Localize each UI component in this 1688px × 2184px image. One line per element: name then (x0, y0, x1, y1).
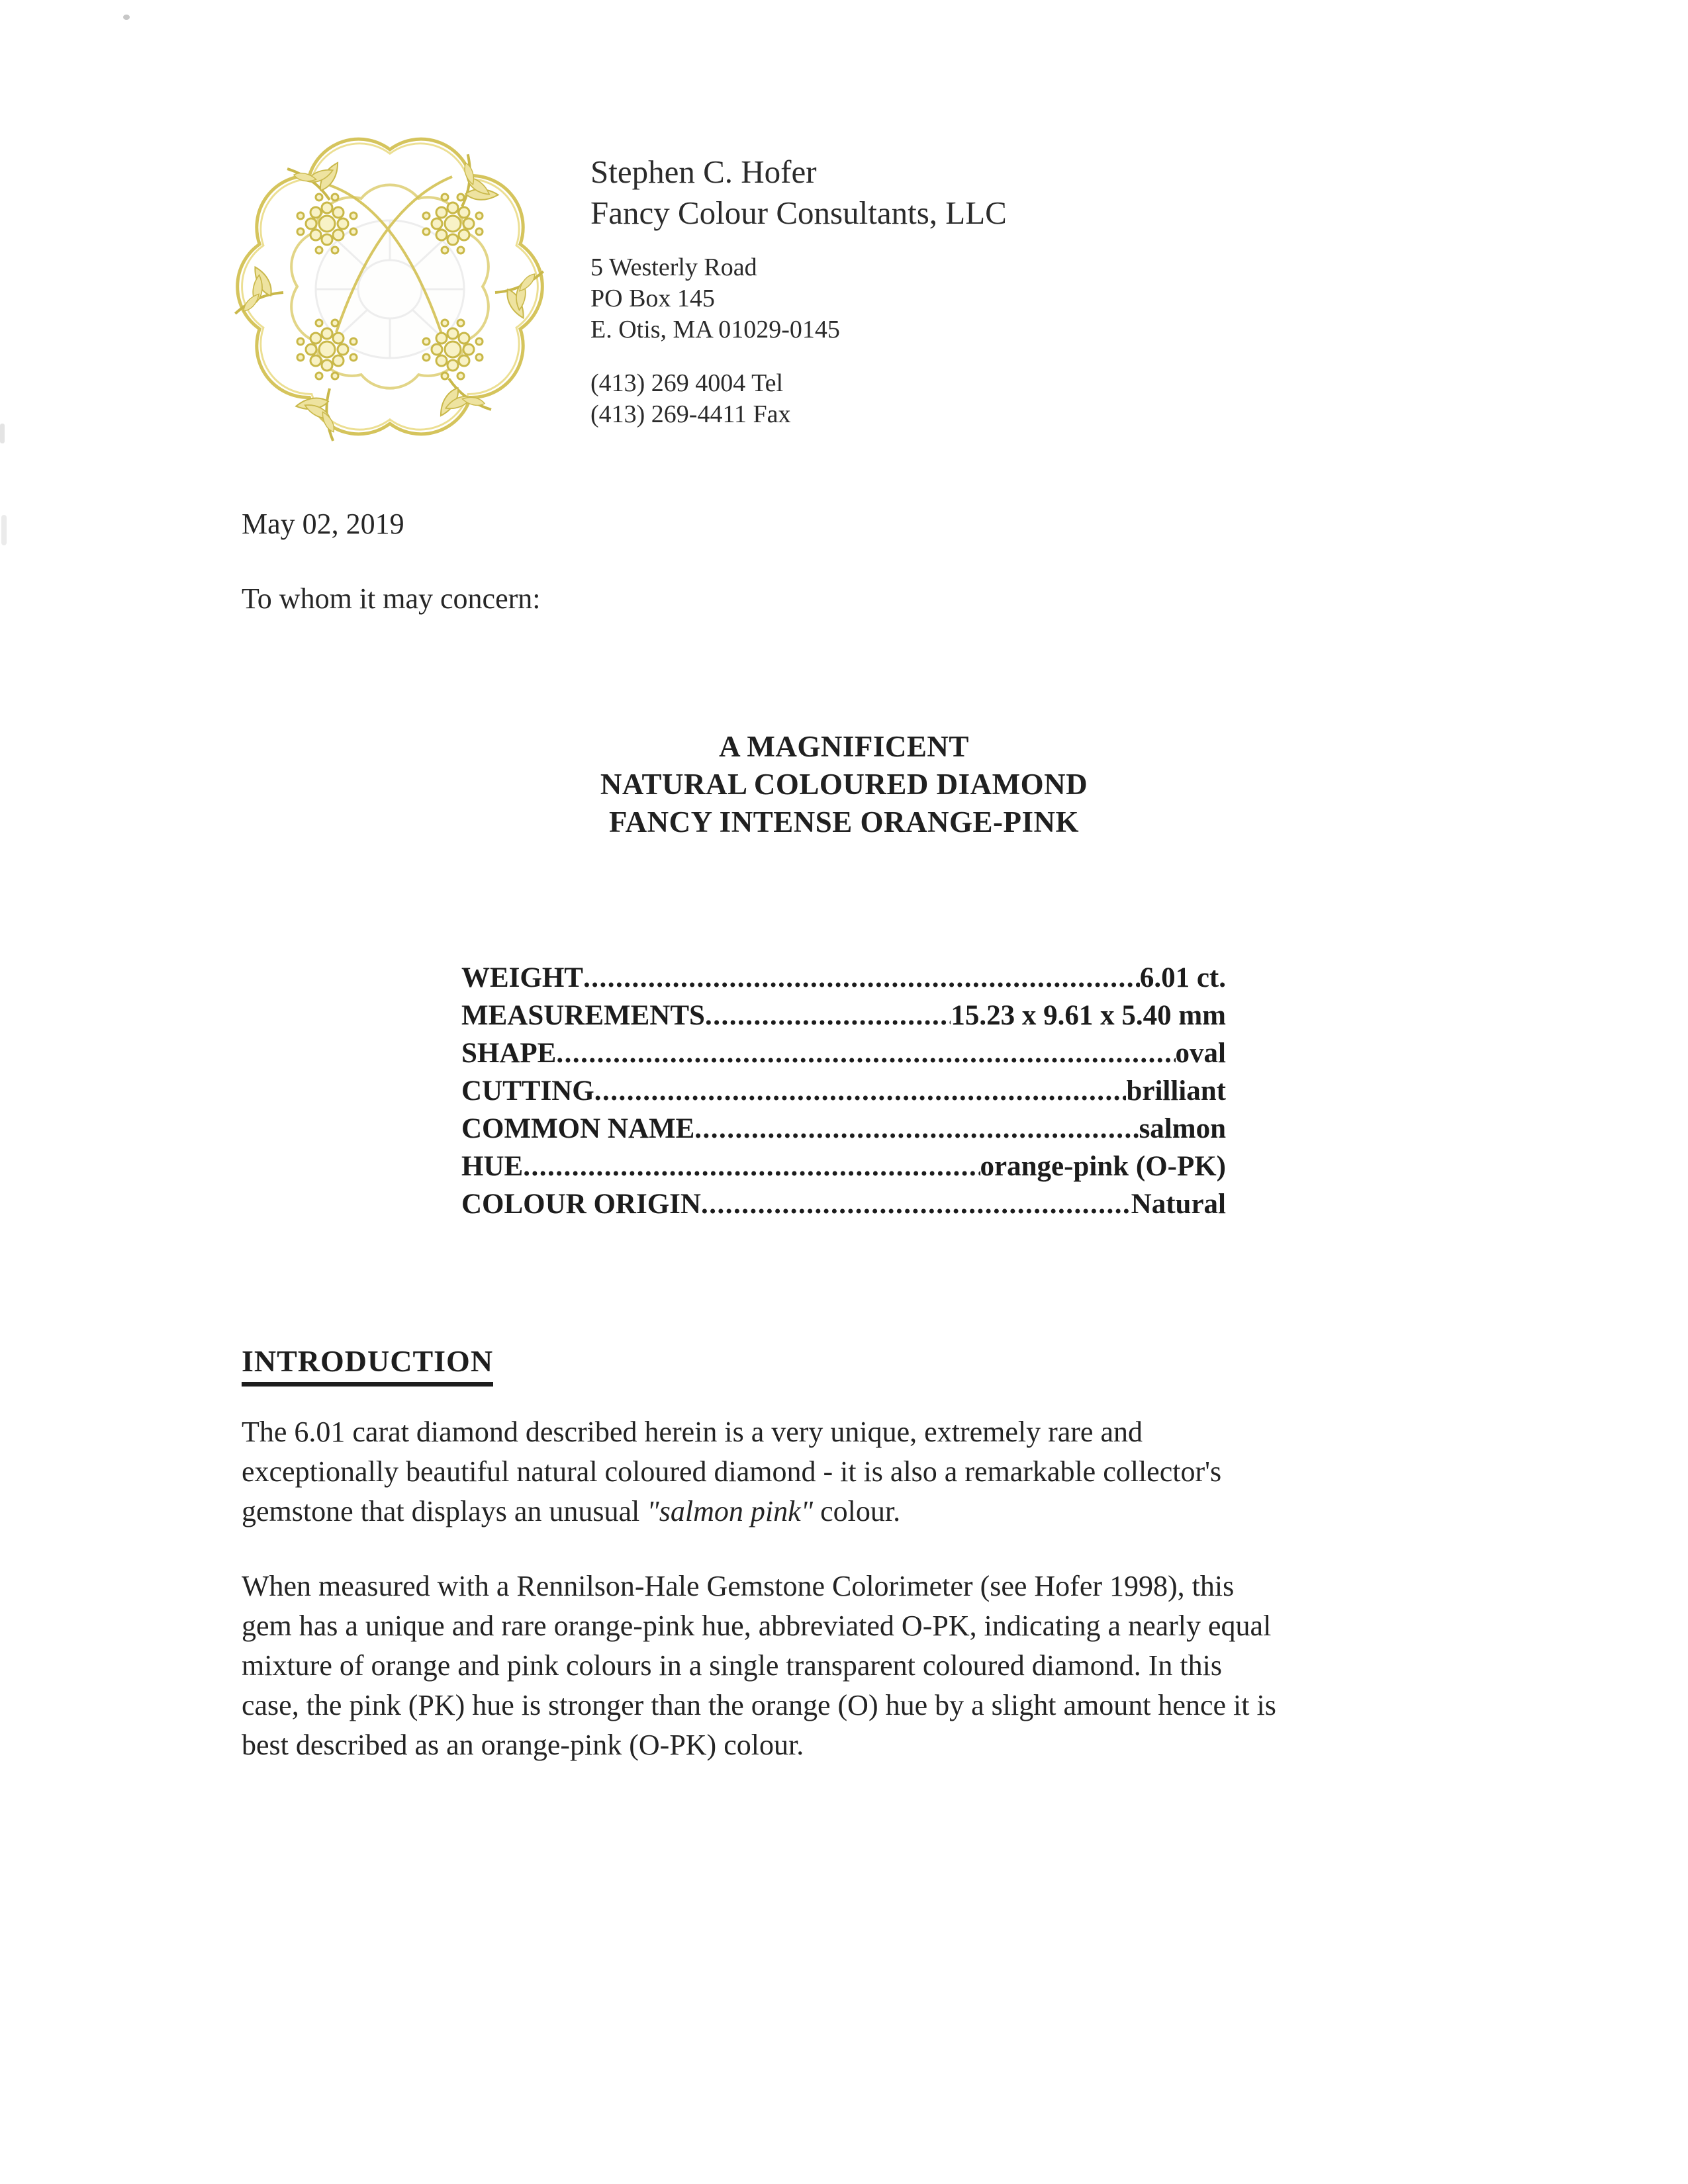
letterhead (590, 152, 1007, 234)
spec-row-measurements (461, 997, 1226, 1034)
spec-value: oval (1175, 1038, 1226, 1069)
title-line: NATURAL COLOURED DIAMOND (600, 768, 1088, 801)
spec-row-common-name (461, 1110, 1226, 1148)
spec-label: MEASUREMENTS (461, 1000, 705, 1031)
scan-edge-artifact (1, 515, 7, 545)
company-logo (230, 127, 549, 446)
paragraph-line: best described as an orange-pink (O-PK) colour. (242, 1729, 804, 1761)
spec-label: HUE (461, 1151, 524, 1182)
spec-label: COLOUR ORIGIN (461, 1189, 701, 1220)
dot-leader (556, 1034, 1175, 1072)
salutation: To whom it may concern: (242, 582, 541, 615)
paragraph-line: exceptionally beautiful natural coloured diamond - it is also a remarkable collector's (242, 1455, 1222, 1488)
dot-leader (694, 1110, 1139, 1148)
spec-row-cutting (461, 1072, 1226, 1110)
title-line: A MAGNIFICENT (719, 730, 969, 763)
spec-value: 15.23 x 9.61 x 5.40 mm (951, 1000, 1226, 1031)
scan-speck (123, 15, 130, 20)
scan-edge-artifact (0, 424, 5, 443)
paragraph-line: case, the pink (PK) hue is stronger than the orange (O) hue by a slight amount hence it is (242, 1689, 1276, 1721)
spec-label: COMMON NAME (461, 1113, 695, 1144)
letterhead-phones (590, 368, 791, 430)
address-line: PO Box 145 (590, 285, 715, 312)
title-line: FANCY INTENSE ORANGE-PINK (608, 805, 1080, 839)
spec-value: brilliant (1126, 1075, 1226, 1107)
paragraph-line: mixture of orange and pink colours in a single transparent coloured diamond. In this (242, 1649, 1222, 1682)
dot-leader (523, 1148, 980, 1185)
dot-leader (701, 1185, 1131, 1223)
spec-row-colour-origin (461, 1185, 1226, 1223)
spec-value: orange-pink (O-PK) (980, 1151, 1226, 1182)
introduction-heading (242, 1343, 493, 1387)
paragraph-line: The 6.01 carat diamond described herein is a very unique, extremely rare and (242, 1416, 1143, 1448)
spec-table (461, 959, 1226, 1223)
floral-medallion-icon (230, 127, 549, 446)
fax-line: (413) 269-4411 Fax (590, 400, 791, 428)
spec-row-shape (461, 1034, 1226, 1072)
introduction-paragraph-1 (242, 1412, 1221, 1531)
spec-label: SHAPE (461, 1038, 557, 1069)
letterhead-address (590, 252, 840, 345)
paragraph-text: gemstone that displays an unusual (242, 1495, 647, 1527)
italic-phrase: "salmon pink" (647, 1495, 814, 1527)
introduction-heading-text: INTRODUCTION (242, 1343, 493, 1387)
paragraph-line: When measured with a Rennilson-Hale Gemstone Colorimeter (see Hofer 1998), this (242, 1570, 1235, 1602)
spec-value: Natural (1131, 1189, 1226, 1220)
paragraph-line (242, 1492, 1221, 1531)
address-line: E. Otis, MA 01029-0145 (590, 316, 840, 343)
paragraph-text: colour. (813, 1495, 901, 1527)
spec-label: CUTTING (461, 1075, 594, 1107)
spec-row-hue (461, 1148, 1226, 1185)
paragraph-line: gem has a unique and rare orange-pink hue, abbreviated O-PK, indicating a nearly equal (242, 1610, 1272, 1642)
spec-value: salmon (1139, 1113, 1226, 1144)
introduction-paragraph-2 (242, 1567, 1276, 1765)
phone-line: (413) 269 4004 Tel (590, 369, 784, 397)
letterhead-name: Stephen C. Hofer (590, 154, 817, 190)
letterhead-company: Fancy Colour Consultants, LLC (590, 195, 1007, 231)
dot-leader (705, 997, 951, 1034)
spec-label: WEIGHT (461, 962, 583, 993)
letter-title (0, 728, 1688, 841)
spec-value: 6.01 ct. (1139, 962, 1226, 993)
letter-date: May 02, 2019 (242, 508, 404, 540)
address-line: 5 Westerly Road (590, 253, 757, 281)
dot-leader (583, 959, 1140, 997)
dot-leader (594, 1072, 1127, 1110)
spec-row-weight (461, 959, 1226, 997)
